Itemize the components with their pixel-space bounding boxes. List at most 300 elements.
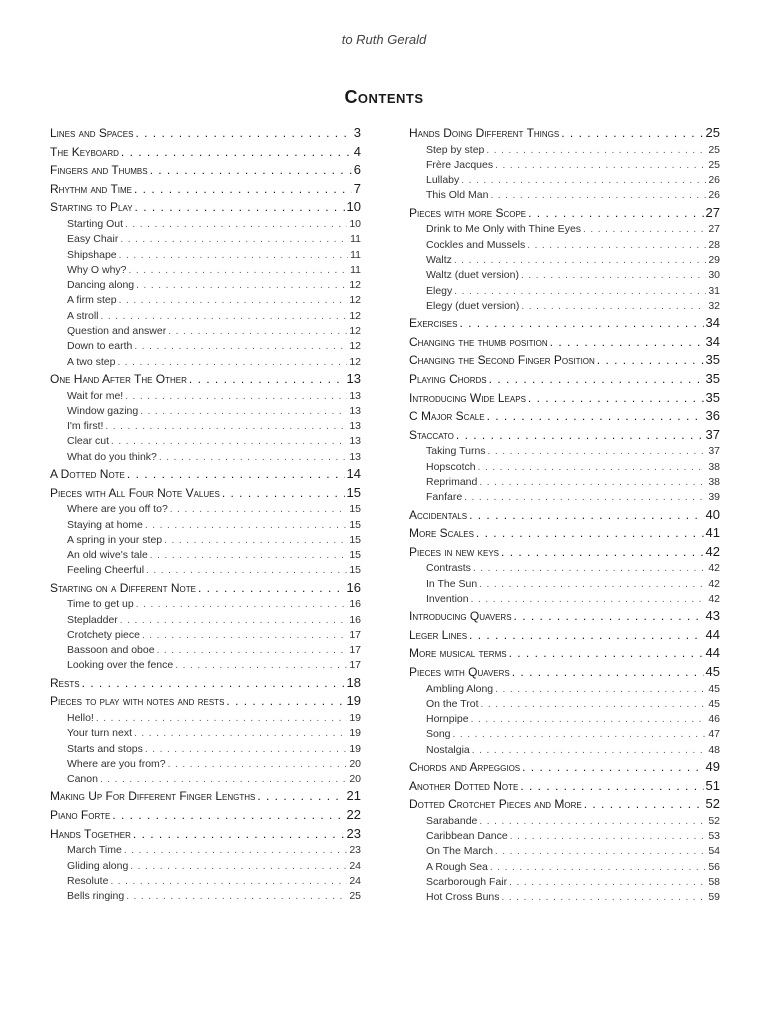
toc-piece-entry: [409, 844, 720, 859]
dot-leader: [583, 222, 706, 237]
toc-page-number: 51: [705, 777, 720, 793]
toc-page-number: 3: [353, 125, 361, 140]
toc-entry-title: I'm first!: [67, 420, 104, 433]
toc-section-entry: [50, 465, 361, 484]
toc-piece-entry: [409, 158, 720, 173]
toc-piece-entry: [50, 843, 361, 858]
toc-page-number: 25: [705, 125, 720, 140]
toc-entry-title: Down to earth: [67, 340, 133, 353]
dot-leader: [479, 577, 706, 592]
toc-piece-entry: [409, 712, 720, 727]
toc-piece-entry: [409, 460, 720, 475]
toc-page-number: 31: [708, 284, 720, 297]
toc-page-number: 19: [349, 711, 361, 724]
dot-leader: [125, 217, 347, 232]
toc-page-number: 28: [708, 238, 720, 251]
toc-piece-entry: [50, 533, 361, 548]
toc-section-entry: [50, 825, 361, 844]
toc-page-number: 35: [705, 352, 720, 368]
toc-piece-entry: [50, 450, 361, 465]
toc-entry-title: Hello!: [67, 711, 94, 724]
toc-page-number: 10: [349, 217, 361, 230]
dot-leader: [528, 204, 703, 223]
dot-leader: [509, 644, 704, 663]
toc-page-number: 13: [349, 404, 361, 417]
toc-entry-title: Bassoon and oboe: [67, 644, 155, 657]
toc-page-number: 24: [349, 874, 361, 887]
toc-entry-title: Feeling Cheerful: [67, 564, 145, 577]
toc-section-entry: [409, 758, 720, 777]
toc-page-number: 48: [708, 743, 720, 756]
toc-section-entry: [409, 407, 720, 426]
toc-entry-title: Why O why?: [67, 263, 127, 276]
dot-leader: [140, 404, 347, 419]
dot-leader: [112, 806, 344, 825]
toc-entry-title: Pieces with Quavers: [409, 664, 510, 679]
toc-entry-title: Elegy (duet version): [426, 299, 520, 312]
toc-page-number: 12: [349, 325, 361, 338]
dot-leader: [126, 889, 347, 904]
toc-page-number: 42: [708, 562, 720, 575]
dot-leader: [135, 124, 351, 143]
toc-entry-title: Piano Forte: [50, 808, 111, 823]
toc-entry-title: Lullaby: [426, 174, 460, 187]
dot-leader: [490, 188, 706, 203]
toc-section-entry: [409, 333, 720, 352]
toc-entry-title: Accidentals: [409, 507, 468, 522]
dot-leader: [117, 355, 347, 370]
toc-page-number: 4: [353, 143, 361, 159]
toc-entry-title: An old wive's tale: [67, 549, 148, 562]
toc-page-number: 16: [349, 598, 361, 611]
toc-page-number: 17: [349, 659, 361, 672]
toc-entry-title: Frère Jacques: [426, 158, 494, 171]
toc-piece-entry: [50, 628, 361, 643]
toc-page-number: 38: [708, 460, 720, 473]
toc-page-number: 14: [346, 466, 361, 482]
toc-page-number: 10: [346, 199, 361, 215]
toc-entry-title: Staying at home: [67, 518, 143, 531]
toc-entry-title: Starting Out: [67, 217, 124, 230]
toc-page-number: 11: [350, 233, 361, 246]
toc-page-number: 15: [349, 533, 361, 546]
toc-page-number: 19: [349, 727, 361, 740]
toc-section-entry: [50, 161, 361, 180]
dot-leader: [119, 248, 348, 263]
toc-page-number: 34: [705, 315, 720, 331]
toc-entry-title: Step by step: [426, 143, 485, 156]
toc-piece-entry: [409, 253, 720, 268]
toc-page-number: 24: [349, 859, 361, 872]
toc-piece-entry: [50, 772, 361, 787]
toc-piece-entry: [409, 890, 720, 905]
toc-page-number: 15: [349, 564, 361, 577]
toc-entry-title: One Hand After The Other: [50, 371, 187, 386]
dot-leader: [136, 278, 347, 293]
dot-leader: [257, 787, 344, 806]
toc-entry-title: Dancing along: [67, 279, 135, 292]
toc-page-number: 42: [708, 592, 720, 605]
toc-entry-title: Easy Chair: [67, 233, 119, 246]
toc-piece-entry: [50, 324, 361, 339]
toc-entry-title: Cockles and Mussels: [426, 238, 526, 251]
toc-entry-title: C Major Scale: [409, 409, 485, 424]
toc-entry-title: Elegy: [426, 284, 453, 297]
toc-left-column: [50, 124, 361, 904]
toc-entry-title: Another Dotted Note: [409, 778, 519, 793]
toc-section-entry: [409, 663, 720, 682]
toc-piece-entry: [409, 727, 720, 742]
toc-entry-title: A Rough Sea: [426, 860, 488, 873]
dot-leader: [476, 524, 704, 543]
dot-leader: [490, 860, 706, 875]
toc-piece-entry: [409, 173, 720, 188]
toc-piece-entry: [409, 444, 720, 459]
toc-page-number: 45: [708, 697, 720, 710]
dot-leader: [159, 450, 347, 465]
toc-entry-title: Waltz (duet version): [426, 269, 519, 282]
toc-entry-title: Where are you from?: [67, 757, 166, 770]
toc-entry-title: Introducing Wide Leaps: [409, 390, 526, 405]
toc-entry-title: Resolute: [67, 874, 109, 887]
toc-page-number: 34: [705, 333, 720, 349]
toc-section-entry: [409, 204, 720, 223]
toc-page-number: 26: [708, 189, 720, 202]
toc-page-number: 25: [708, 158, 720, 171]
dot-leader: [134, 180, 352, 199]
toc-entry-title: Time to get up: [67, 598, 134, 611]
dot-leader: [514, 607, 704, 626]
toc-entry-title: Pieces to play with notes and rests: [50, 694, 225, 709]
dot-leader: [164, 533, 347, 548]
dot-leader: [495, 844, 706, 859]
toc-entry-title: A two step: [67, 355, 116, 368]
page-title: Contents: [344, 87, 424, 107]
dot-leader: [471, 592, 707, 607]
dot-leader: [119, 293, 348, 308]
toc-page-number: 13: [349, 420, 361, 433]
toc-page-number: 13: [349, 435, 361, 448]
toc-entry-title: Rests: [50, 675, 80, 690]
toc-piece-entry: [50, 859, 361, 874]
toc-entry-title: Hands Together: [50, 826, 131, 841]
toc-entry-title: March Time: [67, 844, 122, 857]
toc-entry-title: Stepladder: [67, 613, 118, 626]
toc-entry-title: Pieces with All Four Note Values: [50, 485, 220, 500]
toc-page-number: 13: [349, 389, 361, 402]
toc-piece-entry: [50, 263, 361, 278]
toc-page-number: 52: [708, 814, 720, 827]
dot-leader: [111, 434, 347, 449]
dot-leader: [527, 238, 706, 253]
toc-piece-entry: [50, 548, 361, 563]
dot-leader: [459, 314, 703, 333]
dot-leader: [133, 825, 345, 844]
toc-entry-title: Rhythm and Time: [50, 181, 133, 196]
toc-entry-title: Chords and Arpeggios: [409, 760, 521, 775]
toc-page-number: 47: [708, 728, 720, 741]
toc-section-entry: [409, 370, 720, 389]
toc-page-number: 21: [346, 788, 361, 804]
toc-entry-title: Starting to Play: [50, 200, 133, 215]
toc-section-entry: [50, 143, 361, 162]
toc-piece-entry: [409, 829, 720, 844]
dot-leader: [489, 370, 704, 389]
dot-leader: [170, 502, 348, 517]
toc-entry-title: Song: [426, 728, 451, 741]
toc-piece-entry: [50, 339, 361, 354]
toc-page-number: 35: [705, 370, 720, 386]
dot-leader: [597, 351, 704, 370]
dot-leader: [150, 548, 348, 563]
toc-page-number: 12: [349, 340, 361, 353]
toc-entry-title: A firm step: [67, 294, 117, 307]
toc-entry-title: Playing Chords: [409, 371, 487, 386]
dot-leader: [521, 268, 706, 283]
dot-leader: [175, 658, 347, 673]
dot-leader: [150, 161, 352, 180]
dot-leader: [471, 712, 707, 727]
toc-entry-title: Introducing Quavers: [409, 609, 512, 624]
toc-page-number: 15: [349, 503, 361, 516]
toc-page-number: 20: [349, 773, 361, 786]
toc-piece-entry: [50, 613, 361, 628]
toc-section-entry: [50, 484, 361, 503]
toc-piece-entry: [409, 143, 720, 158]
dot-leader: [488, 444, 707, 459]
toc-piece-entry: [409, 299, 720, 314]
toc-page-number: 54: [708, 845, 720, 858]
dot-leader: [464, 490, 706, 505]
dot-leader: [82, 674, 345, 693]
dot-leader: [145, 742, 347, 757]
toc-page-number: 52: [705, 796, 720, 812]
dot-leader: [120, 232, 348, 247]
toc-page-number: 42: [708, 577, 720, 590]
toc-piece-entry: [50, 232, 361, 247]
toc-entry-title: Reprimand: [426, 475, 478, 488]
toc-section-entry: [50, 579, 361, 598]
toc-page-number: 58: [708, 876, 720, 888]
toc-entry-title: Wait for me!: [67, 389, 124, 402]
toc-entry-title: Drink to Me Only with Thine Eyes: [426, 223, 582, 236]
toc-piece-entry: [409, 577, 720, 592]
toc-page-number: 26: [708, 174, 720, 187]
dot-leader: [481, 697, 707, 712]
toc-section-entry: [50, 806, 361, 825]
dot-leader: [469, 506, 703, 525]
toc-section-entry: [409, 644, 720, 663]
dot-leader: [479, 814, 706, 829]
toc-piece-entry: [50, 711, 361, 726]
toc-piece-entry: [50, 355, 361, 370]
toc-page-number: 15: [346, 484, 361, 500]
toc-page-number: 13: [346, 370, 361, 386]
toc-entry-title: On The March: [426, 845, 493, 858]
dot-leader: [509, 875, 706, 890]
toc-page-number: 12: [349, 279, 361, 292]
toc-section-entry: [50, 180, 361, 199]
toc-page-number: 37: [705, 426, 720, 442]
toc-entry-title: Fanfare: [426, 491, 463, 504]
dot-leader: [550, 333, 704, 352]
toc-page-number: 11: [350, 263, 361, 276]
toc-page-number: 27: [705, 204, 720, 220]
toc-piece-entry: [409, 814, 720, 829]
toc-piece-entry: [50, 389, 361, 404]
toc-page-number: 12: [349, 355, 361, 368]
dot-leader: [134, 339, 347, 354]
dot-leader: [168, 324, 347, 339]
toc-section-entry: [50, 674, 361, 693]
dot-leader: [454, 253, 706, 268]
toc-entry-title: Question and answer: [67, 325, 167, 338]
dot-leader: [487, 407, 704, 426]
dot-leader: [501, 543, 704, 562]
toc-page-number: 53: [708, 830, 720, 843]
toc-page-number: 36: [705, 408, 720, 424]
toc-entry-title: Starting on a Different Note: [50, 580, 196, 595]
toc-section-entry: [50, 787, 361, 806]
toc-entry-title: Pieces in new keys: [409, 544, 500, 559]
toc-page-number: 16: [349, 613, 361, 626]
toc-piece-entry: [409, 875, 720, 890]
toc-section-entry: [409, 124, 720, 143]
dot-leader: [561, 124, 703, 143]
toc-right-column: [409, 124, 720, 906]
toc-entry-title: Hot Cross Buns: [426, 891, 500, 904]
toc-entry-title: Leger Lines: [409, 627, 468, 642]
dot-leader: [584, 795, 704, 814]
toc-entry-title: More Scales: [409, 526, 474, 541]
toc-section-entry: [409, 777, 720, 796]
toc-entry-title: On the Trot: [426, 697, 479, 710]
toc-piece-entry: [409, 475, 720, 490]
toc-page-number: 19: [346, 693, 361, 709]
toc-entry-title: Window gazing: [67, 404, 139, 417]
dot-leader: [168, 757, 348, 772]
toc-page-number: 13: [349, 450, 361, 463]
toc-page-number: 6: [353, 162, 361, 178]
toc-piece-entry: [50, 658, 361, 673]
toc-section-entry: [50, 124, 361, 143]
dot-leader: [456, 426, 704, 445]
dot-leader: [125, 389, 347, 404]
toc-page-number: 44: [705, 645, 720, 661]
dot-leader: [453, 727, 707, 742]
dot-leader: [135, 198, 345, 217]
toc-entry-title: Looking over the fence: [67, 659, 174, 672]
toc-section-entry: [50, 370, 361, 389]
toc-page-number: 41: [705, 525, 720, 541]
toc-page-number: 25: [349, 890, 361, 903]
toc-piece-entry: [50, 309, 361, 324]
toc-section-entry: [409, 351, 720, 370]
toc-section-entry: [409, 389, 720, 408]
dot-leader: [495, 682, 706, 697]
toc-page-number: 43: [705, 608, 720, 624]
toc-entry-title: Ambling Along: [426, 682, 494, 695]
toc-page-number: 17: [349, 644, 361, 657]
dot-leader: [495, 158, 706, 173]
toc-entry-title: Invention: [426, 592, 469, 605]
toc-entry-title: Crotchety piece: [67, 628, 140, 641]
toc-piece-entry: [50, 248, 361, 263]
toc-page-number: 39: [708, 491, 720, 504]
toc-section-entry: [50, 692, 361, 711]
toc-piece-entry: [50, 419, 361, 434]
dot-leader: [222, 484, 345, 503]
toc-page-number: 12: [349, 294, 361, 307]
toc-section-entry: [409, 543, 720, 562]
toc-piece-entry: [50, 726, 361, 741]
toc-page-number: 27: [708, 223, 720, 236]
toc-page-number: 18: [346, 674, 361, 690]
toc-page-number: 16: [346, 579, 361, 595]
toc-entry-title: Sarabande: [426, 814, 478, 827]
dot-leader: [521, 299, 706, 314]
toc-piece-entry: [409, 561, 720, 576]
dot-leader: [110, 874, 347, 889]
toc-piece-entry: [50, 742, 361, 757]
toc-section-entry: [409, 506, 720, 525]
dot-leader: [145, 518, 347, 533]
toc-entry-title: Scarborough Fair: [426, 876, 508, 888]
dot-leader: [120, 613, 348, 628]
toc-entry-title: Hornpipe: [426, 713, 469, 726]
toc-piece-entry: [50, 757, 361, 772]
toc-page-number: 35: [705, 389, 720, 405]
toc-page-number: 46: [708, 713, 720, 726]
dot-leader: [522, 758, 703, 777]
dot-leader: [100, 772, 347, 787]
dot-leader: [469, 626, 704, 645]
dot-leader: [189, 370, 345, 389]
dot-leader: [512, 663, 704, 682]
toc-page-number: 37: [708, 445, 720, 458]
toc-page-number: 12: [349, 309, 361, 322]
toc-entry-title: Pieces with more Scope: [409, 205, 527, 220]
toc-entry-title: Your turn next: [67, 727, 132, 740]
toc-entry-title: A stroll: [67, 309, 99, 322]
toc-entry-title: Where are you off to?: [67, 503, 168, 516]
toc-entry-title: This Old Man: [426, 189, 489, 202]
toc-piece-entry: [409, 268, 720, 283]
toc-section-entry: [409, 314, 720, 333]
toc-entry-title: Fingers and Thumbs: [50, 163, 148, 178]
toc-page-number: 20: [349, 757, 361, 770]
toc-piece-entry: [409, 222, 720, 237]
toc-entry-title: Exercises: [409, 316, 458, 331]
toc-section-entry: [409, 626, 720, 645]
toc-entry-title: Shipshape: [67, 248, 117, 261]
toc-page-number: 49: [705, 759, 720, 775]
dot-leader: [146, 563, 347, 578]
toc-entry-title: Staccato: [409, 427, 454, 442]
toc-piece-entry: [50, 293, 361, 308]
toc-page-number: 25: [708, 143, 720, 156]
toc-piece-entry: [409, 238, 720, 253]
toc-piece-entry: [50, 643, 361, 658]
toc-entry-title: Contrasts: [426, 562, 471, 575]
toc-piece-entry: [50, 518, 361, 533]
dot-leader: [510, 829, 707, 844]
toc-piece-entry: [50, 874, 361, 889]
toc-entry-title: Nostalgia: [426, 743, 470, 756]
toc-entry-title: Taking Turns: [426, 445, 486, 458]
toc-entry-title: Bells ringing: [67, 890, 125, 903]
toc-page-number: 40: [705, 506, 720, 522]
